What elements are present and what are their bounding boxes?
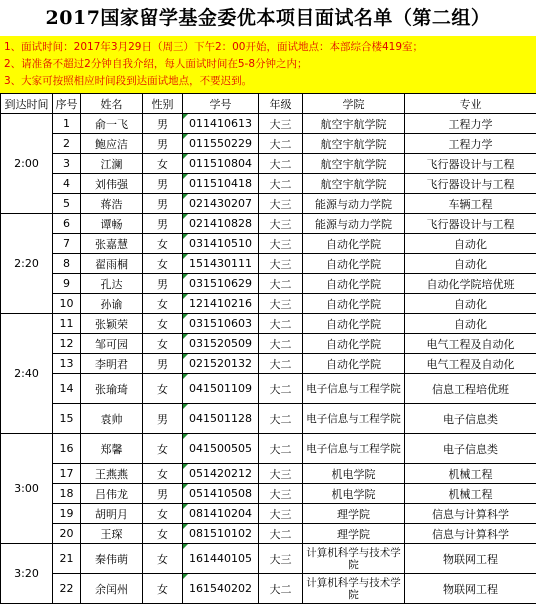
gender-cell: 女: [143, 294, 183, 314]
seq-cell: 1: [53, 114, 81, 134]
name-cell: 张瑜琦: [81, 374, 143, 404]
name-cell: 谭畅: [81, 214, 143, 234]
table-row: [1, 194, 536, 214]
grade-cell: 大三: [259, 234, 303, 254]
gender-cell: 女: [143, 254, 183, 274]
header-seq: 序号: [53, 94, 81, 114]
gender-cell: 男: [143, 354, 183, 374]
major-cell: 机械工程: [405, 484, 536, 504]
grade-cell: 大三: [259, 114, 303, 134]
grade-cell: 大三: [259, 214, 303, 234]
seq-cell: 5: [53, 194, 81, 214]
student-id-cell: 041500505: [183, 434, 259, 464]
seq-cell: 12: [53, 334, 81, 354]
grade-cell: 大二: [259, 274, 303, 294]
college-cell: 航空宇航学院: [303, 134, 405, 154]
major-cell: 工程力学: [405, 114, 536, 134]
student-id-cell: 021410828: [183, 214, 259, 234]
notice-box: [0, 36, 536, 93]
grade-cell: 大二: [259, 574, 303, 604]
arrival-time-cell: 3:20: [1, 544, 53, 604]
college-cell: 机电学院: [303, 464, 405, 484]
major-cell: 电子信息类: [405, 434, 536, 464]
name-cell: 王琛: [81, 524, 143, 544]
grade-cell: 大三: [259, 464, 303, 484]
gender-cell: 男: [143, 274, 183, 294]
student-id-cell: 161440105: [183, 544, 259, 574]
grade-cell: 大二: [259, 154, 303, 174]
header-college: 学院: [303, 94, 405, 114]
name-cell: 江澜: [81, 154, 143, 174]
college-cell: 电子信息与工程学院: [303, 404, 405, 434]
seq-cell: 7: [53, 234, 81, 254]
header-major: 专业: [405, 94, 536, 114]
major-cell: 工程力学: [405, 134, 536, 154]
table-row: [1, 354, 536, 374]
college-cell: 自动化学院: [303, 334, 405, 354]
student-id-cell: 011510804: [183, 154, 259, 174]
college-cell: 自动化学院: [303, 254, 405, 274]
notice-line-1: 1、面试时间：2017年3月29日（周三）下午2：00开始，面试地点：本部综合楼419室；: [4, 41, 424, 53]
major-cell: 自动化: [405, 234, 536, 254]
table-row: [1, 274, 536, 294]
table-row: [1, 154, 536, 174]
grade-cell: 大三: [259, 544, 303, 574]
name-cell: 邹可园: [81, 334, 143, 354]
grade-cell: 大二: [259, 314, 303, 334]
gender-cell: 男: [143, 134, 183, 154]
major-cell: 物联网工程: [405, 544, 536, 574]
grade-cell: 大二: [259, 334, 303, 354]
gender-cell: 女: [143, 234, 183, 254]
student-id-cell: 031510629: [183, 274, 259, 294]
name-cell: 刘伟强: [81, 174, 143, 194]
student-id-cell: 121410216: [183, 294, 259, 314]
grade-cell: 大二: [259, 134, 303, 154]
seq-cell: 13: [53, 354, 81, 374]
grade-cell: 大三: [259, 254, 303, 274]
seq-cell: 18: [53, 484, 81, 504]
student-id-cell: 161540202: [183, 574, 259, 604]
seq-cell: 22: [53, 574, 81, 604]
header-name: 姓名: [81, 94, 143, 114]
gender-cell: 女: [143, 524, 183, 544]
gender-cell: 女: [143, 544, 183, 574]
gender-cell: 女: [143, 574, 183, 604]
major-cell: 电气工程及自动化: [405, 354, 536, 374]
table-body: [1, 114, 536, 604]
college-cell: 自动化学院: [303, 354, 405, 374]
student-id-cell: 031520509: [183, 334, 259, 354]
seq-cell: 19: [53, 504, 81, 524]
major-cell: 信息与计算科学: [405, 524, 536, 544]
arrival-time-cell: 2:20: [1, 214, 53, 314]
notice-line-2: 2、请准备不超过2分钟自我介绍，每人面试时间在5-8分钟之内；: [4, 58, 308, 70]
college-cell: 电子信息与工程学院: [303, 374, 405, 404]
header-student-id: 学号: [183, 94, 259, 114]
major-cell: 飞行器设计与工程: [405, 154, 536, 174]
grade-cell: 大二: [259, 174, 303, 194]
table-row: [1, 574, 536, 604]
seq-cell: 15: [53, 404, 81, 434]
table-row: [1, 294, 536, 314]
table-header-row: [1, 94, 536, 114]
name-cell: 蒋浩: [81, 194, 143, 214]
header-grade: 年级: [259, 94, 303, 114]
college-cell: 计算机科学与技术学院: [303, 574, 405, 604]
table-row: [1, 134, 536, 154]
grade-cell: 大二: [259, 404, 303, 434]
gender-cell: 男: [143, 214, 183, 234]
gender-cell: 女: [143, 334, 183, 354]
table-row: [1, 504, 536, 524]
major-cell: 自动化: [405, 314, 536, 334]
table-row: [1, 544, 536, 574]
college-cell: 自动化学院: [303, 274, 405, 294]
table-row: [1, 214, 536, 234]
arrival-time-cell: 3:00: [1, 434, 53, 544]
college-cell: 航空宇航学院: [303, 174, 405, 194]
grade-cell: 大二: [259, 354, 303, 374]
seq-cell: 20: [53, 524, 81, 544]
gender-cell: 女: [143, 504, 183, 524]
seq-cell: 14: [53, 374, 81, 404]
name-cell: 翟雨桐: [81, 254, 143, 274]
table-row: [1, 234, 536, 254]
gender-cell: 女: [143, 434, 183, 464]
gender-cell: 男: [143, 194, 183, 214]
student-id-cell: 011410613: [183, 114, 259, 134]
table-row: [1, 314, 536, 334]
table-row: [1, 404, 536, 434]
name-cell: 鲍应洁: [81, 134, 143, 154]
major-cell: 飞行器设计与工程: [405, 174, 536, 194]
table-row: [1, 434, 536, 464]
table-row: [1, 374, 536, 404]
table-row: [1, 114, 536, 134]
major-cell: 信息与计算科学: [405, 504, 536, 524]
student-id-cell: 051420212: [183, 464, 259, 484]
seq-cell: 3: [53, 154, 81, 174]
college-cell: 能源与动力学院: [303, 214, 405, 234]
student-id-cell: 151430111: [183, 254, 259, 274]
student-id-cell: 021430207: [183, 194, 259, 214]
major-cell: 自动化: [405, 294, 536, 314]
college-cell: 自动化学院: [303, 314, 405, 334]
name-cell: 袁帅: [81, 404, 143, 434]
table-row: [1, 524, 536, 544]
gender-cell: 女: [143, 314, 183, 334]
major-cell: 自动化: [405, 254, 536, 274]
student-id-cell: 041501128: [183, 404, 259, 434]
name-cell: 张嘉慧: [81, 234, 143, 254]
seq-cell: 4: [53, 174, 81, 194]
seq-cell: 2: [53, 134, 81, 154]
arrival-time-cell: 2:40: [1, 314, 53, 434]
student-id-cell: 031510603: [183, 314, 259, 334]
student-id-cell: 031410510: [183, 234, 259, 254]
name-cell: 郑馨: [81, 434, 143, 464]
seq-cell: 17: [53, 464, 81, 484]
interview-table: [0, 93, 536, 604]
major-cell: 电气工程及自动化: [405, 334, 536, 354]
major-cell: 物联网工程: [405, 574, 536, 604]
grade-cell: 大三: [259, 484, 303, 504]
seq-cell: 9: [53, 274, 81, 294]
header-arrival-time: 到达时间: [1, 94, 53, 114]
seq-cell: 11: [53, 314, 81, 334]
gender-cell: 女: [143, 374, 183, 404]
major-cell: 车辆工程: [405, 194, 536, 214]
table-row: [1, 254, 536, 274]
notice-line-3: 3、大家可按照相应时间段到达面试地点，不要迟到。: [4, 75, 253, 87]
name-cell: 孔达: [81, 274, 143, 294]
table-row: [1, 464, 536, 484]
gender-cell: 女: [143, 154, 183, 174]
gender-cell: 男: [143, 404, 183, 434]
grade-cell: 大二: [259, 524, 303, 544]
grade-cell: 大二: [259, 434, 303, 464]
name-cell: 孙谕: [81, 294, 143, 314]
major-cell: 机械工程: [405, 464, 536, 484]
page-title: 2017国家留学基金委优本项目面试名单（第二组）: [45, 7, 491, 29]
student-id-cell: 081410204: [183, 504, 259, 524]
grade-cell: 大三: [259, 504, 303, 524]
college-cell: 自动化学院: [303, 234, 405, 254]
student-id-cell: 051410508: [183, 484, 259, 504]
seq-cell: 8: [53, 254, 81, 274]
table-row: [1, 484, 536, 504]
major-cell: 飞行器设计与工程: [405, 214, 536, 234]
name-cell: 俞一飞: [81, 114, 143, 134]
seq-cell: 6: [53, 214, 81, 234]
gender-cell: 男: [143, 114, 183, 134]
gender-cell: 男: [143, 484, 183, 504]
name-cell: 秦伟萌: [81, 544, 143, 574]
grade-cell: 大三: [259, 294, 303, 314]
college-cell: 航空宇航学院: [303, 114, 405, 134]
grade-cell: 大三: [259, 194, 303, 214]
student-id-cell: 081510102: [183, 524, 259, 544]
student-id-cell: 041501109: [183, 374, 259, 404]
gender-cell: 女: [143, 464, 183, 484]
college-cell: 自动化学院: [303, 294, 405, 314]
seq-cell: 16: [53, 434, 81, 464]
name-cell: 王燕燕: [81, 464, 143, 484]
seq-cell: 21: [53, 544, 81, 574]
college-cell: 能源与动力学院: [303, 194, 405, 214]
college-cell: 理学院: [303, 524, 405, 544]
grade-cell: 大二: [259, 374, 303, 404]
student-id-cell: 011510418: [183, 174, 259, 194]
table-row: [1, 334, 536, 354]
gender-cell: 男: [143, 174, 183, 194]
header-gender: 性别: [143, 94, 183, 114]
arrival-time-cell: 2:00: [1, 114, 53, 214]
major-cell: 自动化学院培优班: [405, 274, 536, 294]
college-cell: 机电学院: [303, 484, 405, 504]
seq-cell: 10: [53, 294, 81, 314]
name-cell: 余闰州: [81, 574, 143, 604]
major-cell: 信息工程培优班: [405, 374, 536, 404]
college-cell: 电子信息与工程学院: [303, 434, 405, 464]
college-cell: 航空宇航学院: [303, 154, 405, 174]
name-cell: 李明君: [81, 354, 143, 374]
table-row: [1, 174, 536, 194]
student-id-cell: 011550229: [183, 134, 259, 154]
name-cell: 吕伟龙: [81, 484, 143, 504]
student-id-cell: 021520132: [183, 354, 259, 374]
name-cell: 张颖荣: [81, 314, 143, 334]
name-cell: 胡明月: [81, 504, 143, 524]
major-cell: 电子信息类: [405, 404, 536, 434]
college-cell: 理学院: [303, 504, 405, 524]
college-cell: 计算机科学与技术学院: [303, 544, 405, 574]
